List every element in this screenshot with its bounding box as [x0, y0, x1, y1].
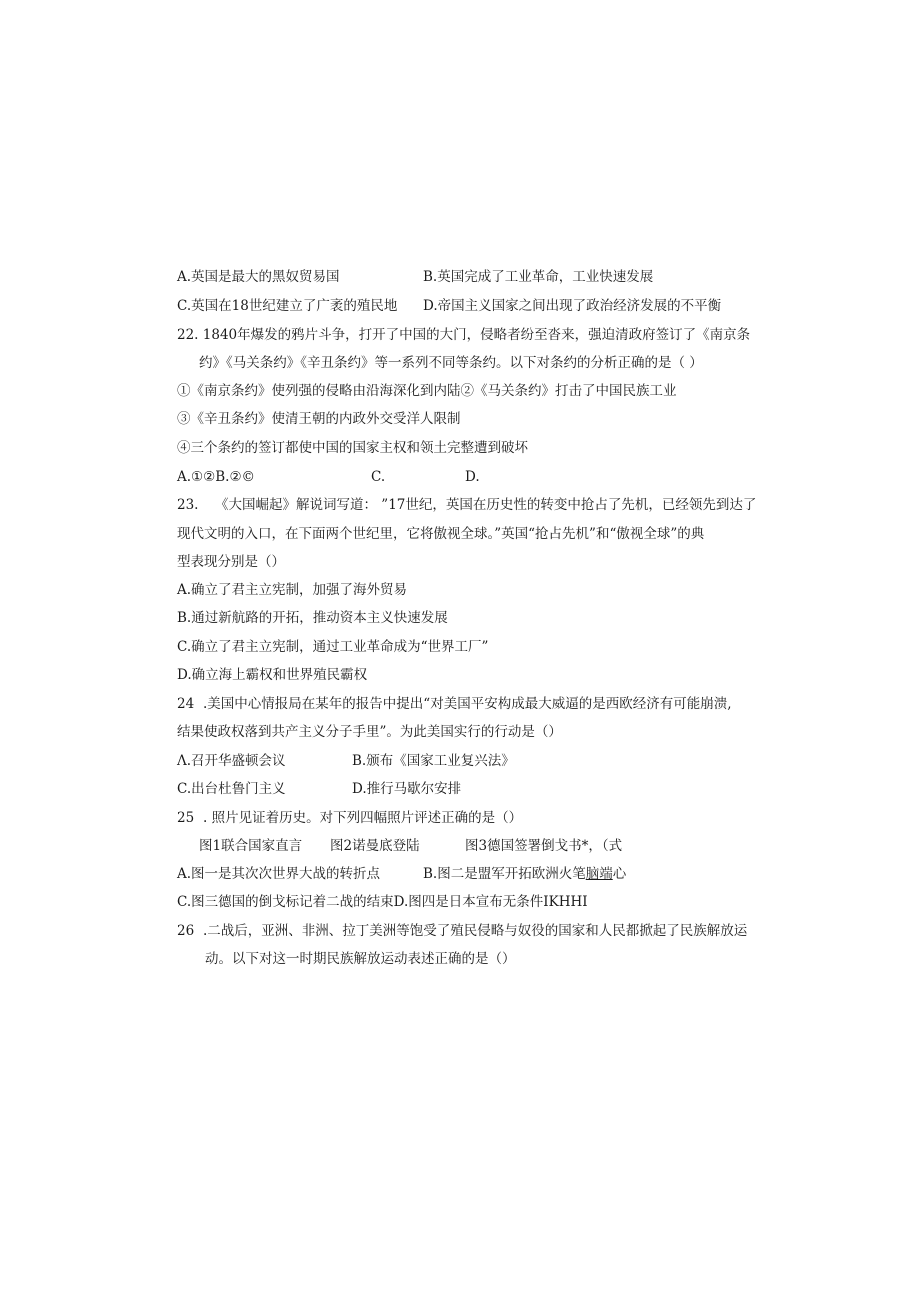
q25-figure-1-caption: 图1联合国家直言: [199, 838, 303, 854]
q24-option-a: Λ.召开华盛顿会议: [177, 753, 286, 769]
q22-item-1-2: ①《南京条约》使列强的侵略由沿海深化到内陆②《马关条约》打击了中国民族工业: [177, 383, 677, 399]
q26-number: 26: [177, 923, 195, 939]
q26-stem-line2: 动。以下对这一时期民族解放运动表述正确的是（）: [205, 951, 516, 967]
q25-stem: . 照片见证着历史。对下列四幅照片评述正确的是（）: [203, 810, 523, 826]
q23-option-c: C.确立了君主立宪制，通过工业革命成为“世界工厂”: [177, 639, 489, 655]
q23-stem-line3: 型表现分别是（）: [177, 554, 285, 570]
q23-option-d: D.确立海上霸权和世界殖民霸权: [177, 667, 368, 683]
q25-figure-3-caption: 图3德国签署倒戈书*，（式: [465, 838, 623, 854]
q25-option-b-underlined: 脑端: [585, 866, 613, 882]
q25-option-b-tail: 心: [612, 866, 627, 882]
q22-stem-line2: 约》《马关条约》《辛丑条约》等一系列不同等条约。以下对条约的分析正确的是（ ）: [199, 355, 703, 371]
q21-option-b: B.英国完成了工业革命，工业快速发展: [423, 269, 654, 285]
q25-option-cd: C.图三德国的倒戈标记着二战的结束D.图四是日本宣布无条件IKHHI: [177, 894, 588, 910]
q22-option-d: D.: [465, 469, 480, 485]
q22-option-c: C.: [371, 469, 386, 485]
q26-stem-line1: .二战后，亚洲、非洲、拉丁美洲等饱受了殖民侵略与奴役的国家和人民都掀起了民族解放运: [203, 923, 748, 939]
q25-figure-2-caption: 图2诺曼底登陆: [330, 838, 420, 854]
q22-item-3: ③《辛丑条约》使清王朝的内政外交受洋人限制: [177, 411, 461, 427]
q24-stem-line1: .美国中心情报局在某年的报告中提出“对美国平安构成最大威逼的是西欧经济有可能崩溃,: [203, 696, 732, 712]
q23-option-a: A.确立了君主立宪制，加强了海外贸易: [177, 582, 408, 598]
q25-option-a: A.图一是其次次世界大战的转折点: [177, 866, 381, 882]
q21-option-c: C.英国在18世纪建立了广袤的殖民地: [177, 298, 398, 314]
q23-option-b: B.通过新航路的开拓，推动资本主义快速发展: [177, 610, 448, 626]
q21-option-a: A.英国是最大的黑奴贸易国: [177, 269, 340, 285]
q21-option-d: D.帝国主义国家之间出现了政治经济发展的不平衡: [423, 298, 722, 314]
q25-number: 25: [177, 810, 195, 826]
q25-option-b-text: B.图二是盟军开拓欧洲火笔: [423, 866, 586, 882]
q22-stem-line1: 22. 1840年爆发的鸦片斗争，打开了中国的大门，侵略者纷至沓来，强迫清政府签订了《南京条: [177, 327, 751, 343]
q24-stem-line2: 结果使政权落到共产主义分子手里”。为此美国实行的行动是（）: [177, 724, 562, 740]
q24-option-d: D.推行马歇尔安排: [352, 781, 462, 797]
q22-item-4: ④三个条约的签订都使中国的国家主权和领土完整遭到破坏: [177, 440, 528, 456]
q23-stem-line1: 《大国崛起》解说词写道： ”17世纪，英国在历史性的转变中抢占了先机，已经领先到达了: [215, 497, 757, 513]
q22-option-ab: A.①②B.②©: [177, 469, 256, 485]
q25-option-b: [423, 864, 626, 884]
q23-stem-line2: 现代文明的入口，在下面两个世纪里，它将傲视全球。”英国“抢占先机”和“傲视全球”的典: [177, 526, 705, 542]
q24-number: 24: [177, 696, 195, 712]
q23-number: 23.: [177, 497, 199, 513]
q24-option-b: B.颁布《国家工业复兴法》: [352, 753, 515, 769]
q24-option-c: C.出台杜鲁门主义: [177, 781, 286, 797]
